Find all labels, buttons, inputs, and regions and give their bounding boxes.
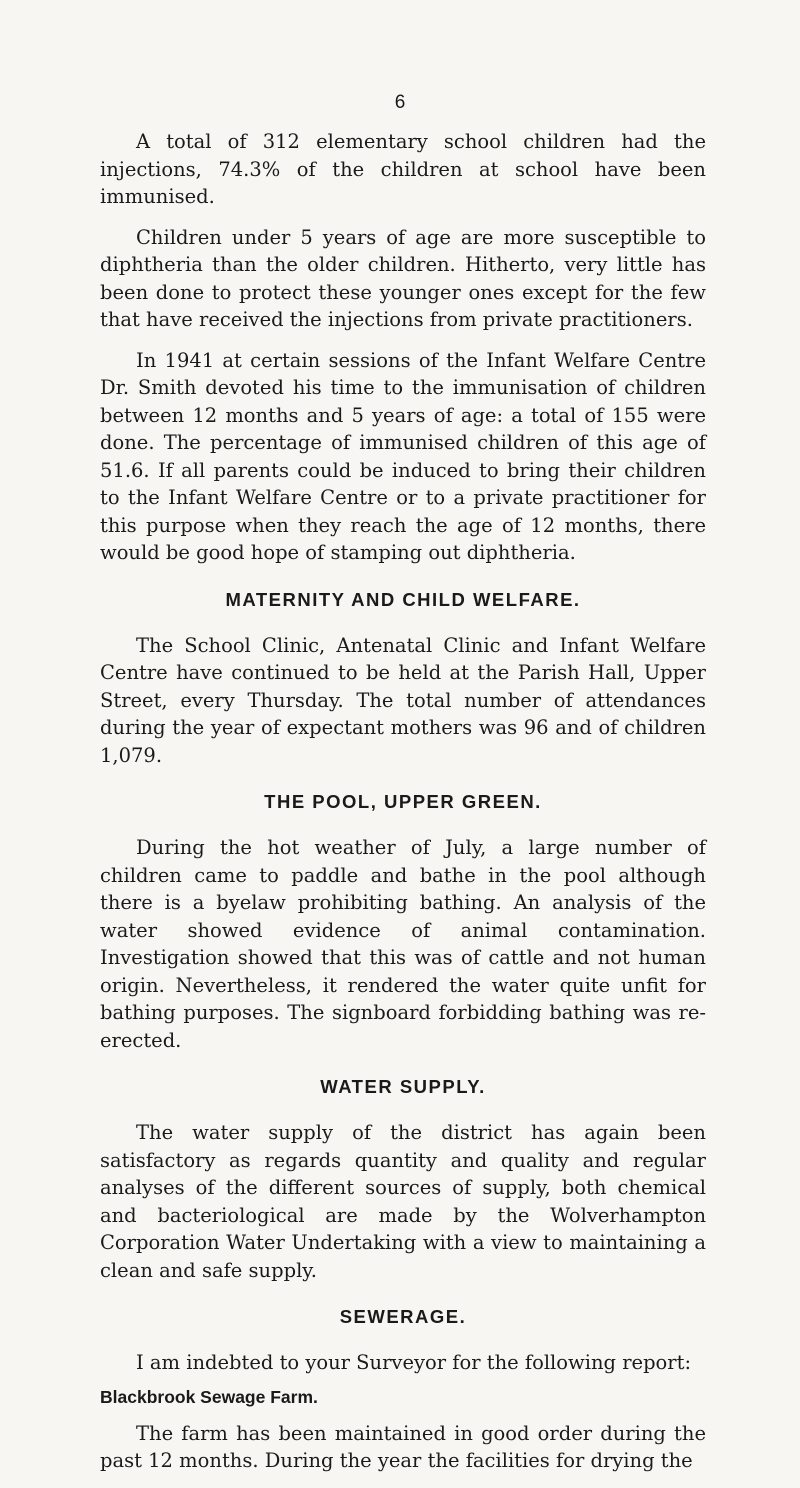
- paragraph-pool: During the hot weather of July, a large number of children came to paddle and bathe in the pool although there is a byelaw prohibiting bathing. An analysis of the water showed evidence of animal contamination. Investigation showed that this was of cattle and not human origin. Nevertheless, it rendered the water quite unfit for bathing purposes. The signboard forbidding bathing was re-erected.: [100, 836, 706, 1052]
- heading-blackbrook-sewage-farm: Blackbrook Sewage Farm.: [100, 1386, 318, 1407]
- paragraph-under-five: Children under 5 years of age are more susceptible to diphtheria than the older children. Hitherto, very little has been done to protect these younger ones except for the few that have received the injections from private practitioners.: [100, 225, 706, 331]
- paragraph-water-supply: The water supply of the district has again been satisfactory as regards quantity and quality and regular analyses of the different sources of supply, both chemical and bacteriological are made by the Wolverhampton Corporation Water Undertaking with a view to maintaining a clean and safe supply.: [100, 1121, 706, 1282]
- heading-water-supply: WATER SUPPLY.: [320, 1076, 486, 1097]
- paragraph-1941-sessions: In 1941 at certain sessions of the Infant Welfare Centre Dr. Smith devoted his time to the immunisation of children between 12 months and 5 years of age: a total of 155 were done. The percentage of immunised children of this age of 51.6. If all parents could be induced to bring their children to the Infant Welfare Centre or to a private practitioner for this purpose when they reach the age of 12 months, there would be good hope of stamping out diphtheria.: [100, 348, 706, 564]
- paragraph-clinics: The School Clinic, Antenatal Clinic and Infant Welfare Centre have continued to be held at the Parish Hall, Upper Street, every Thursday. The total number of attendances during the year of expectant mothers was 96 and of children 1,079.: [100, 633, 706, 767]
- page-number: 6: [394, 92, 406, 113]
- document-body: [100, 128, 706, 1488]
- paragraph-surveyor-report: I am indebted to your Surveyor for the following report:: [136, 1351, 692, 1374]
- heading-pool-upper-green: THE POOL, UPPER GREEN.: [264, 791, 542, 812]
- paragraph-farm-maintenance: The farm has been maintained in good order during the past 12 months. During the year the facilities for drying the: [100, 1421, 706, 1472]
- heading-sewerage: SEWERAGE.: [339, 1306, 467, 1327]
- heading-maternity-child-welfare: MATERNITY AND CHILD WELFARE.: [225, 588, 581, 610]
- paragraph-immunisation-total: A total of 312 elementary school children had the injections, 74.3% of the children at school have been immunised.: [100, 130, 706, 208]
